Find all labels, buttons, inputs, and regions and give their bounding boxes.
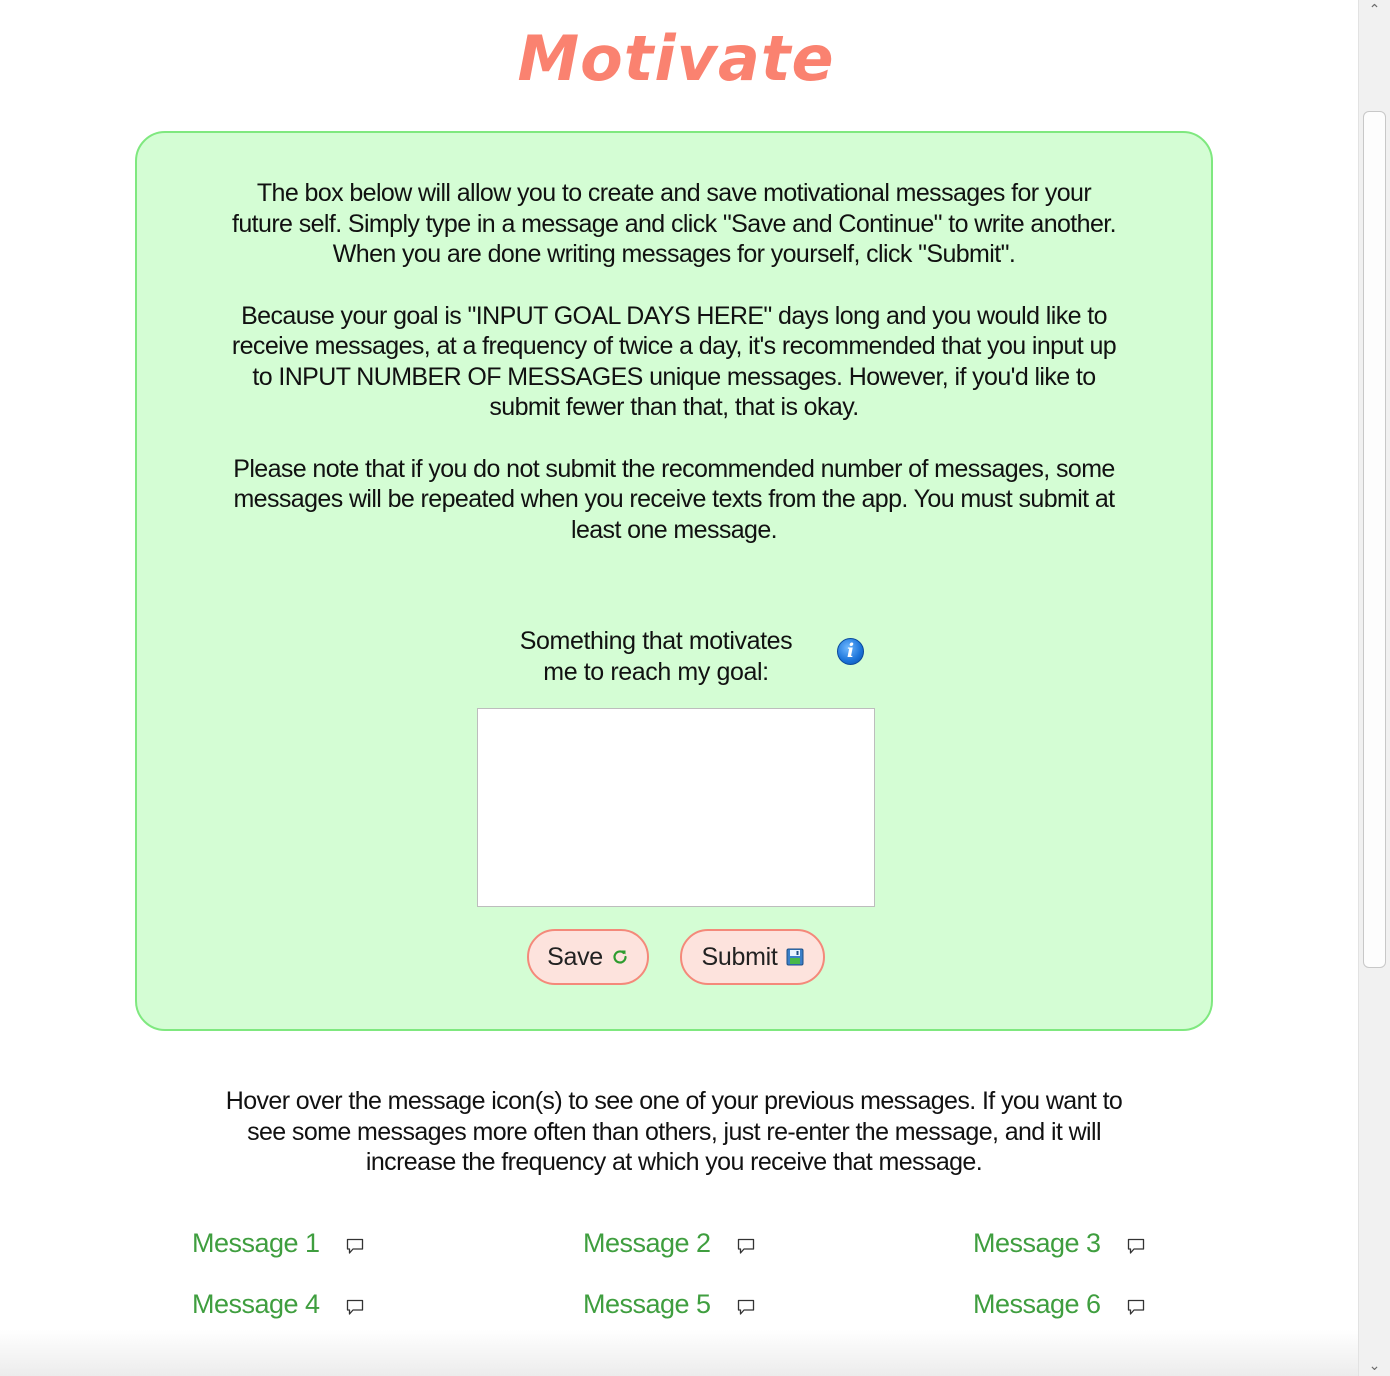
app-title: Motivate — [517, 22, 835, 95]
message-link-label: Message 1 — [192, 1228, 320, 1258]
intro-text — [226, 178, 1122, 576]
intro-paragraph-1: The box below will allow you to create and save motivational messages for your future self. Simply type in a message and click "Save and Continue" to write another. When you are done writing messages for yourself, click "Submit". — [232, 179, 1116, 268]
chat-bubble-icon[interactable] — [737, 1299, 755, 1316]
message-link-label: Message 3 — [973, 1228, 1101, 1258]
chat-bubble-icon[interactable] — [346, 1238, 364, 1255]
message-link-3[interactable] — [973, 1228, 1145, 1259]
previous-messages-note: Hover over the message icon(s) to see one of your previous messages. If you want to see some messages more often than others, just re-enter the message, and it will increase the frequency at which you receive that message. — [225, 1087, 1123, 1176]
submit-button[interactable] — [680, 929, 825, 985]
save-button-label: Save — [547, 942, 603, 971]
message-link-label: Message 6 — [973, 1289, 1101, 1319]
prompt-line-1: Something that motivates — [519, 627, 793, 655]
bottom-fade — [0, 1330, 1358, 1376]
chat-bubble-icon[interactable] — [1127, 1238, 1145, 1255]
intro-paragraph-3: Please note that if you do not submit the recommended number of messages, some messages will be repeated when you receive texts from the app. You must submit at least one message. — [233, 454, 1115, 544]
message-link-label: Message 2 — [583, 1228, 711, 1258]
info-icon[interactable]: i — [837, 638, 864, 665]
vertical-scrollbar[interactable] — [1358, 0, 1390, 1376]
save-button[interactable] — [527, 929, 649, 985]
chat-bubble-icon[interactable] — [1127, 1299, 1145, 1316]
message-input[interactable] — [477, 708, 875, 907]
prompt-line-2: me to reach my goal: — [543, 658, 769, 686]
message-link-2[interactable] — [583, 1228, 755, 1259]
scroll-up-arrow-icon[interactable]: ⌃ — [1368, 2, 1381, 18]
message-link-label: Message 4 — [192, 1289, 320, 1319]
message-link-1[interactable] — [192, 1228, 364, 1259]
chat-bubble-icon[interactable] — [346, 1299, 364, 1316]
message-link-4[interactable] — [192, 1289, 364, 1320]
message-link-5[interactable] — [583, 1289, 755, 1320]
message-link-label: Message 5 — [583, 1289, 711, 1319]
intro-paragraph-2: Because your goal is "INPUT GOAL DAYS HERE" days long and you would like to receive messages, at a frequency of twice a day, it's recommended that you input up to INPUT NUMBER OF MESSAGES unique messages. However, if you'd like to submit fewer than that, that is okay. — [231, 301, 1117, 421]
message-prompt-label — [496, 626, 816, 688]
scroll-down-arrow-icon[interactable]: ⌄ — [1368, 1358, 1381, 1374]
scrollbar-thumb[interactable] — [1363, 111, 1386, 968]
floppy-disk-icon — [786, 948, 804, 966]
submit-button-label: Submit — [701, 942, 778, 971]
message-link-6[interactable] — [973, 1289, 1145, 1320]
refresh-icon — [611, 948, 629, 966]
chat-bubble-icon[interactable] — [737, 1238, 755, 1255]
